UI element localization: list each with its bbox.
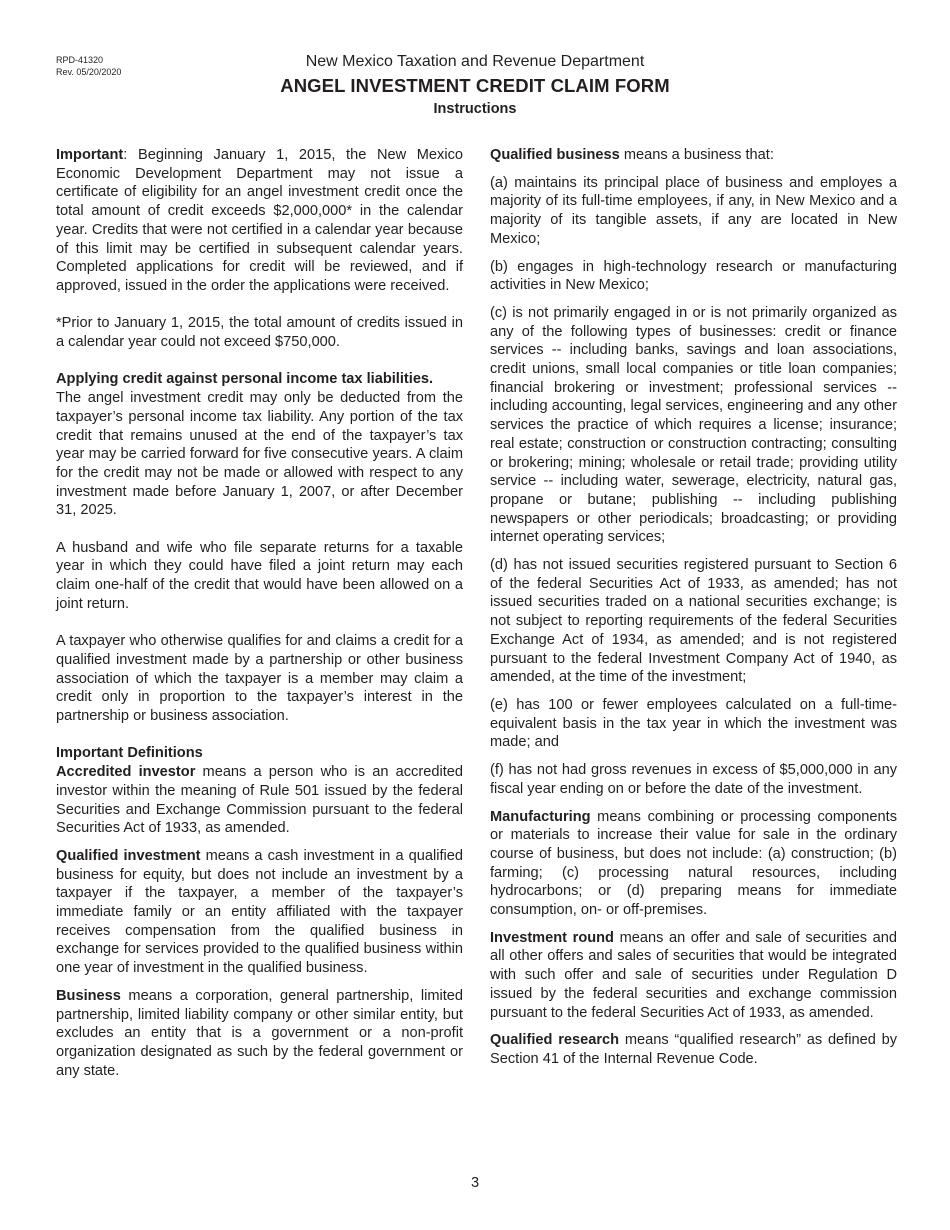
business-term: Business	[56, 987, 121, 1004]
qualified-research-definition	[490, 1031, 897, 1068]
investment-round-definition	[490, 929, 897, 1023]
investment-round-term: Investment round	[490, 929, 614, 946]
manufacturing-text: means combining or processing components or materials to increase their value for sale in the ordinary course of business, but does not include: (a) construction; (b) farming; (c) processing natural resources, including hydrocarbons; or (d) preparing means for immediate consumption, on- or off-premises.	[490, 808, 897, 919]
criterion-b: (b) engages in high-technology research or manufacturing activities in New Mexico;	[490, 258, 897, 294]
applying-heading: Applying credit against personal income tax liabilities.	[56, 371, 434, 388]
definitions-heading: Important Definitions	[56, 745, 203, 762]
qualified-business-term: Qualified business	[490, 147, 620, 163]
qualified-investment-text: means a cash investment in a qualified business for equity, but does not include an investment by a taxpayer if the taxpayer, a member of the taxpayer’s immediate family or an entity affiliated with the taxpayer receives compensation from the qualified business in exchange for services provided to the qualified business within one year of investment in the qualified business.	[56, 847, 463, 977]
qualified-research-text: means “qualified research” as defined by Section 41 of the Internal Revenue Code.	[490, 1032, 897, 1067]
page-number: 3	[470, 1175, 480, 1191]
husband-wife-paragraph: A husband and wife who file separate returns for a taxable year in which they could have filed a joint return may each claim one-half of the credit that would have been allowed on a joint return.	[56, 539, 463, 612]
qualified-research-term: Qualified research	[490, 1032, 620, 1049]
partnership-paragraph: A taxpayer who otherwise qualifies for and claims a credit for a qualified investment made by a partnership or other business association of which the taxpayer is a member may claim a credit only in proportion to the taxpayer’s interest in the partnership or business association.	[56, 633, 463, 725]
manufacturing-term: Manufacturing	[490, 808, 591, 825]
important-text: : Beginning January 1, 2015, the New Mexico Economic Development Department may not issue a certificate of eligibility for an angel investment credit once the total amount of credit exceeds $2,000,000* in the calendar year. Credits that were not certified in a calendar year because of this limit may be certified in subsequent calendar years. Completed applications for credit will be reviewed, and if approved, issued in the order the applications were received.	[56, 147, 463, 294]
criterion-d: (d) has not issued securities registered pursuant to Section 6 of the federal Securities Act of 1933, as amended; has not issued securities traded on a national securities exchange; is not subject to reporting requirements of the federal Securities Exchange Act of 1934, as amended; and is not registered pursuant to the federal Investment Company Act of 1940, as amended, at the time of the investment;	[490, 557, 897, 686]
agency-name: New Mexico Taxation and Revenue Department	[305, 53, 645, 70]
investment-round-text: means an offer and sale of securities and all other offers and sales of securities that would be integrated with such offer and sale of securities under Regulation D issued by the federal securities and exchange commission pursuant to the federal Securities Act of 1933, as amended.	[490, 929, 897, 1021]
accredited-investor-text: means a person who is an accredited investor within the meaning of Rule 501 issued by the federal Securities and Exchange Commission pursuant to the federal Securities Act of 1933, as amended.	[56, 764, 463, 837]
applying-paragraph: The angel investment credit may only be deducted from the taxpayer’s personal income tax liability. Any portion of the tax credit that remains unused at the end of the taxpayer’s tax year may be carried forward for five consecutive years. A claim for the credit may not be made or allowed with respect to any investment made before January 1, 2007, or after December 31, 2025.	[56, 390, 463, 519]
right-column	[490, 146, 897, 1069]
form-revision: Rev. 05/20/2020	[56, 67, 122, 77]
qualified-investment-term: Qualified investment	[56, 847, 201, 864]
qualified-business-definition	[490, 146, 897, 165]
criterion-a: (a) maintains its principal place of business and employes a majority of its full-time employees, if any, in New Mexico and a majority of its tangible assets, if any are located in New Mexico;	[490, 174, 897, 247]
criterion-f: (f) has not had gross revenues in excess of $5,000,000 in any fiscal year ending on or before the date of the investment.	[490, 762, 897, 797]
important-paragraph	[56, 146, 463, 296]
manufacturing-definition	[490, 808, 897, 920]
footnote-paragraph: *Prior to January 1, 2015, the total amount of credits issued in a calendar year could not exceed $750,000.	[56, 315, 463, 351]
business-text: means a corporation, general partnership, limited partnership, limited liability company or other similar entity, but excludes an entity that is a government or a non-profit organization designated as such by the federal government or any state.	[56, 987, 463, 1079]
form-number: RPD-41320	[56, 55, 104, 65]
form-title: ANGEL INVESTMENT CREDIT CLAIM FORM	[280, 75, 670, 96]
qualified-business-text: means a business that:	[619, 147, 774, 163]
left-column	[56, 146, 463, 1080]
criterion-c: (c) is not primarily engaged in or is not primarily organized as any of the following types of businesses: credit or finance services -- including banks, savings and loan associations, credit unions, small local companies or title loan companies; financial brokering or investment; professional services -- including accounting, legal services, engineering and any other services the practice of which requires a license; insurance; real estate; construction or construction contracting; consulting or brokering; mining; wholesale or retail trade; providing utility service -- including water, sewerage, electricity, natural gas, propane or butane; publishing -- including publishing newspapers or other periodicals; broadcasting; or providing internet operating services;	[490, 304, 897, 546]
important-label: Important	[56, 147, 124, 163]
form-subtitle: Instructions	[433, 101, 517, 117]
criterion-e: (e) has 100 or fewer employees calculated on a full-time-equivalent basis in the tax year in which the investment was made; and	[490, 696, 897, 751]
accredited-investor-definition	[56, 763, 463, 838]
business-definition	[56, 987, 463, 1081]
accredited-investor-term: Accredited investor	[56, 764, 196, 781]
qualified-investment-definition	[56, 847, 463, 978]
